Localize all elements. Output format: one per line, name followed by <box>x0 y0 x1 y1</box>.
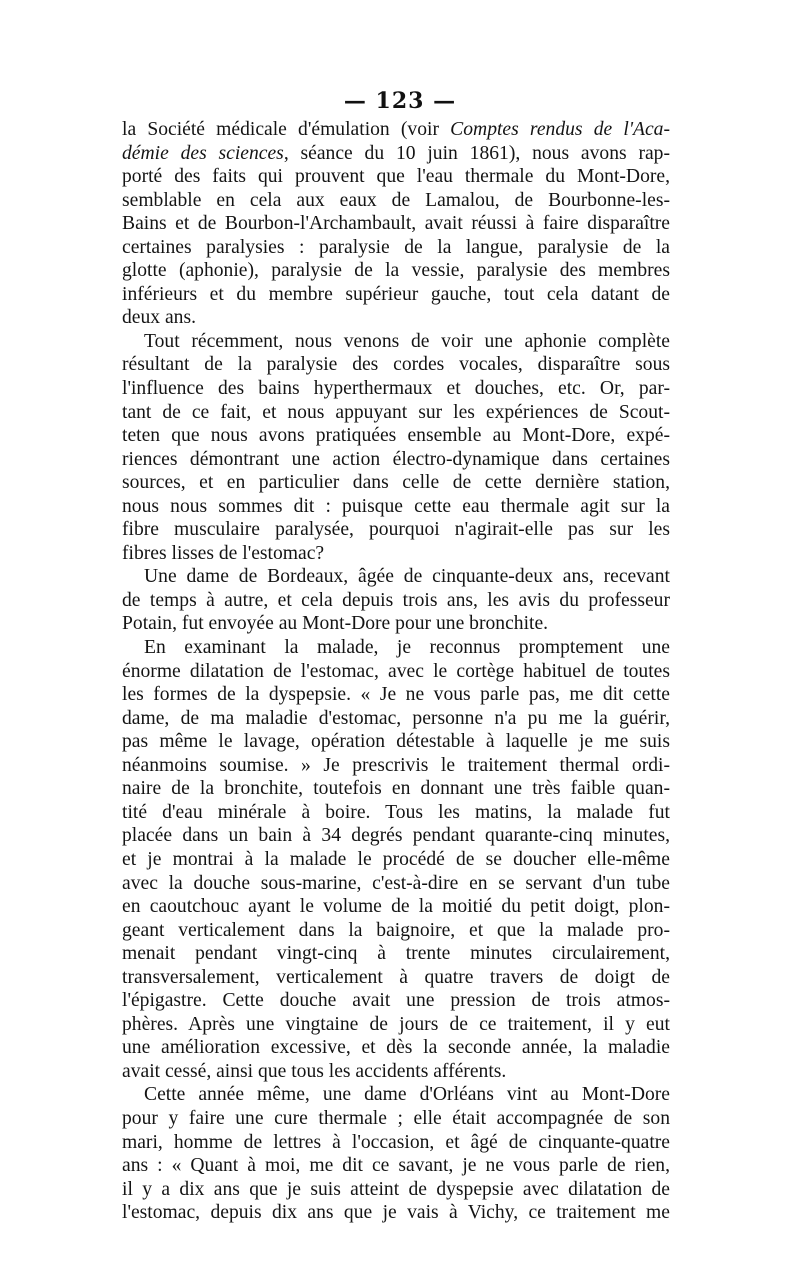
paragraph-start-line: Tout récemment, nous venons de voir une aphonie complète <box>144 330 670 352</box>
text-line: geant verticalement dans la baignoire, et que la malade pro- <box>122 919 670 941</box>
text-line: pour y faire une cure thermale ; elle était accompagnée de son <box>122 1107 670 1129</box>
text-line: sources, et en particulier dans celle de cette dernière station, <box>122 472 670 494</box>
text-line: de temps à autre, et cela depuis trois ans, les avis du professeur <box>122 589 670 611</box>
text-line: nous nous sommes dit : puisque cette eau thermale agit sur la <box>122 495 670 517</box>
text-line: porté des faits qui prouvent que l'eau thermale du Mont-Dore, <box>122 166 670 188</box>
paragraph-start-line: Cette année même, une dame d'Orléans vint au Mont-Dore <box>144 1084 670 1106</box>
text-line: riences démontrant une action électro-dynamique dans certaines <box>122 448 670 470</box>
text-line: et je montrai à la malade le procédé de se doucher elle-même <box>122 848 670 870</box>
text-line: certaines paralysies : paralysie de la langue, paralysie de la <box>122 236 670 258</box>
text-line: résultant de la paralysie des cordes vocales, disparaître sous <box>122 354 670 376</box>
text-line: inférieurs et du membre supérieur gauche, tout cela datant de <box>122 283 670 305</box>
text-line: mari, homme de lettres à l'occasion, et âgé de cinquante-quatre <box>122 1131 670 1153</box>
text-line: transversalement, verticalement à quatre travers de doigt de <box>122 966 670 988</box>
text-line: avec la douche sous-marine, c'est-à-dire en se servant d'un tube <box>122 872 670 894</box>
text-line: deux ans. <box>122 307 197 329</box>
text-line: l'épigastre. Cette douche avait une pression de trois atmos- <box>122 990 670 1012</box>
text-line: fibre musculaire paralysée, pourquoi n'agirait-elle pas sur les <box>122 519 670 541</box>
text-line: néanmoins soumise. » Je prescrivis le traitement thermal ordi- <box>122 754 670 776</box>
text-line: dame, de ma maladie d'estomac, personne n'a pu me la guérir, <box>122 707 670 729</box>
text-line: naire de la bronchite, toutefois en donnant une très faible quan- <box>122 778 670 800</box>
italic-title: Comptes rendus de l'Aca- <box>450 119 670 140</box>
text-line: tité d'eau minérale à boire. Tous les matins, la malade fut <box>122 801 670 823</box>
text-line: Potain, fut envoyée au Mont-Dore pour une bronchite. <box>122 613 549 635</box>
text-line: l'influence des bains hyperthermaux et douches, etc. Or, par- <box>122 378 670 400</box>
text-line: les formes de la dyspepsie. « Je ne vous parle pas, me dit cette <box>122 684 670 706</box>
italic-title: démie des sciences <box>122 142 284 164</box>
text-line: tant de ce fait, et nous appuyant sur les expériences de Scout- <box>122 401 670 423</box>
text-line: démie des sciences, séance du 10 juin 1861), nous avons rap- <box>122 142 670 164</box>
text-line: pas même le lavage, opération détestable à laquelle je me suis <box>122 731 670 753</box>
text-line: ans : « Quant à moi, me dit ce savant, je ne vous parle de rien, <box>122 1155 670 1177</box>
text-line: Bains et de Bourbon-l'Archambault, avait réussi à faire disparaître <box>122 213 670 235</box>
text-line: menait pendant vingt-cinq à trente minutes circulairement, <box>122 943 670 965</box>
text-line: la Société médicale d'émulation (voir Comptes rendus de l'Aca- <box>122 119 670 140</box>
text-line: semblable en cela aux eaux de Lamalou, de Bourbonne-les- <box>122 189 670 211</box>
paragraph-start-line: En examinant la malade, je reconnus promptement une <box>144 637 670 659</box>
text-line: avait cessé, ainsi que tous les accidents afférents. <box>122 1060 507 1082</box>
text-line: l'estomac, depuis dix ans que je vais à Vichy, ce traitement me <box>122 1202 670 1224</box>
text-line: une amélioration excessive, et dès la seconde année, la maladie <box>122 1037 670 1059</box>
text-line: il y a dix ans que je suis atteint de dyspepsie avec dilatation de <box>122 1178 670 1200</box>
paragraph-start-line: Une dame de Bordeaux, âgée de cinquante-deux ans, recevant <box>144 566 670 588</box>
body-text <box>122 118 670 1225</box>
text-line: glotte (aphonie), paralysie de la vessie, paralysie des membres <box>122 260 670 282</box>
page-number: — 123 — <box>343 88 457 114</box>
text-line: phères. Après une vingtaine de jours de ce traitement, il y eut <box>122 1013 670 1035</box>
text-line: énorme dilatation de l'estomac, avec le cortège habituel de toutes <box>122 660 670 682</box>
text-line: teten que nous avons pratiquées ensemble au Mont-Dore, expé- <box>122 425 670 447</box>
text-line: fibres lisses de l'estomac? <box>122 542 325 564</box>
text-line: placée dans un bain à 34 degrés pendant quarante-cinq minutes, <box>122 825 670 847</box>
text-line: en caoutchouc ayant le volume de la moitié du petit doigt, plon- <box>122 896 670 918</box>
